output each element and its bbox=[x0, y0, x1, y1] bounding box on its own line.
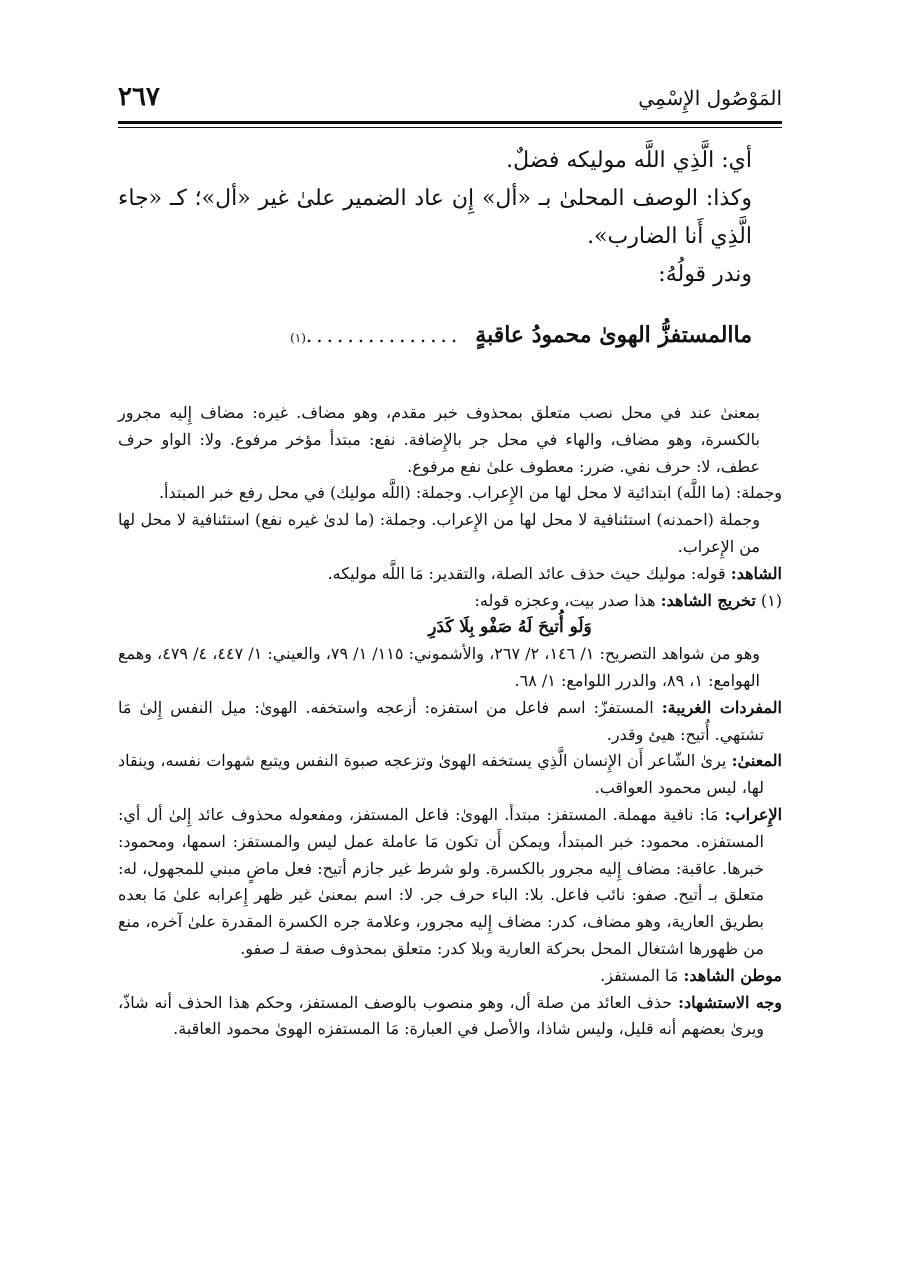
header-rule-thick bbox=[118, 121, 782, 124]
note-mana bbox=[118, 748, 782, 802]
label-takhrij: تخريج الشاهد: bbox=[660, 590, 756, 610]
note-jumla-2: وجملة (احمدنه) استئنافية لا محل لها من الإِعراب. وجملة: (ما لدىٰ غيره نفع) استئنافية لا محل لها من الإِعراب. bbox=[118, 510, 760, 556]
verse-hemistich: ماالمستفزُّ الهوىٰ محمودُ عاقبةٍ bbox=[475, 322, 752, 348]
note-mawtin bbox=[118, 963, 782, 990]
main-paragraph-3: وندر قولُهُ: bbox=[658, 262, 752, 287]
text-takhrij: هذا صدر بيت، وعجزه قوله: bbox=[474, 590, 656, 610]
main-paragraph-1: أي: الَّذِي اللَّه موليكه فضلٌ. bbox=[506, 148, 752, 173]
text-irab: مَا: نافية مهملة. المستفز: مبتدأ. الهوىٰ: فاعل المستفز، ومفعوله محذوف عائد إِلىٰ أل أي: المستفزه. محمود: خبر المبتدأ، ويمكن أَن تكون مَا عاملة عمل ليس والمستفز: اسمها، ومحمود: خبرها. عاقبة: مضاف إِليه مجرور بالكسرة. ولو شرط غير جازم أتيح: فعل ماضٍ مبني للمجهول، له: متعلق بـ أتيح. صفو: نائب فاعل. بلا: الباء حرف جر. لا: اسم بمعنىٰ غير ظهر إِعرابه علىٰ مَا بعده بطريق العارية، وهو مضاف، كدر: مضاف إِليه مجرور، وعلامة جره الكسرة المقدرة علىٰ آخره، منع من ظهورها اشتغال المحل بحركة العارية وبلا كدر: متعلق بمحذوف صفة لـ صفو. bbox=[118, 804, 764, 958]
footnote-number: (١) bbox=[760, 590, 782, 610]
note-wajh bbox=[118, 990, 782, 1044]
footnote-marker: (١) bbox=[290, 331, 306, 345]
note-irab-continued: بمعنىٰ عند في محل نصب متعلق بمحذوف خبر مقدم، وهو مضاف. غيره: مضاف إِليه مجرور بالكسرة، وهو مضاف، والهاء في محل جر بالإِضافة. نفع: مبتدأ مؤخر مرفوع. ولا: الواو حرف عطف، لا: حرف نفي. ضرر: معطوف علىٰ نفع مرفوع. bbox=[118, 403, 760, 476]
note-irab bbox=[118, 802, 782, 963]
note-takhrij bbox=[118, 588, 782, 615]
page-number: ٢٦٧ bbox=[118, 82, 160, 112]
note-sources: وهو من شواهد التصريح: ١/ ١٤٦، ٢/ ٢٦٧، والأشموني: ١١٥/ ١/ ٧٩، والعيني: ١/ ٤٤٧، ٤/ ٤٧٩، وهمع الهوامع: ١، ٨٩، والدرر اللوامع: ١/ ٦٨. bbox=[118, 644, 760, 690]
page-header bbox=[118, 82, 782, 118]
text-shahid: قوله: موليك حيث حذف عائد الصلة، والتقدير: مَا اللَّه موليكه. bbox=[327, 563, 726, 583]
text-wajh: حذف العائد من صلة أل، وهو منصوب بالوصف المستفز، وحكم هذا الحذف أنه شاذّ، ويرىٰ بعضهم أنه قليل، وليس شاذا، والأصل في العبارة: مَا المستفزه الهوىٰ محمود العاقبة. bbox=[118, 992, 764, 1039]
label-wajh: وجه الاستشهاد: bbox=[678, 992, 783, 1012]
label-irab: الإِعراب: bbox=[724, 804, 783, 824]
label-mufradat: المفردات الغريبة: bbox=[661, 697, 782, 717]
second-hemistich: وَلَو أُتيحَ لَهُ صَفْو بِلَا كَدَرِ bbox=[428, 617, 592, 638]
footnotes bbox=[118, 400, 782, 1043]
label-mawtin: موطن الشاهد: bbox=[683, 965, 782, 985]
header-rule-thin bbox=[118, 127, 782, 128]
running-title: المَوْصُول الإِسْمِي bbox=[638, 86, 782, 110]
note-shahid bbox=[118, 561, 782, 588]
main-paragraph-2: وكذا: الوصف المحلىٰ بـ «أل» إِن عاد الضمير علىٰ غير «أل»؛ كـ «جاء الَّذِي أَنا الضارب». bbox=[118, 186, 752, 249]
text-mana: يرىٰ الشّاعر أَن الإِنسان الَّذِي يستخفه الهوىٰ وتزعجه صبوة النفس ويتبع شهوات نفسه، وينقاد لها، ليس محمود العواقب. bbox=[118, 751, 764, 798]
label-shahid: الشاهد: bbox=[730, 563, 782, 583]
main-text bbox=[118, 142, 782, 357]
text-mufradat: المستفزّ: اسم فاعل من استفزه: أزعجه واستخفه. الهوىٰ: ميل النفس إِلىٰ مَا تشتهي. أُتيح: هيئ وقدر. bbox=[118, 697, 764, 744]
text-mawtin: مَا المستفز. bbox=[600, 965, 679, 985]
label-mana: المعنىٰ: bbox=[731, 751, 782, 771]
note-mufradat bbox=[118, 695, 782, 749]
verse-dots: ............... bbox=[305, 323, 462, 347]
verse-line bbox=[118, 316, 782, 357]
note-jumla-1: وجملة: (ما اللَّه) ابتدائية لا محل لها من الإِعراب. وجملة: (اللَّه موليك) في محل رفع خبر المبتدأ. bbox=[158, 483, 782, 503]
